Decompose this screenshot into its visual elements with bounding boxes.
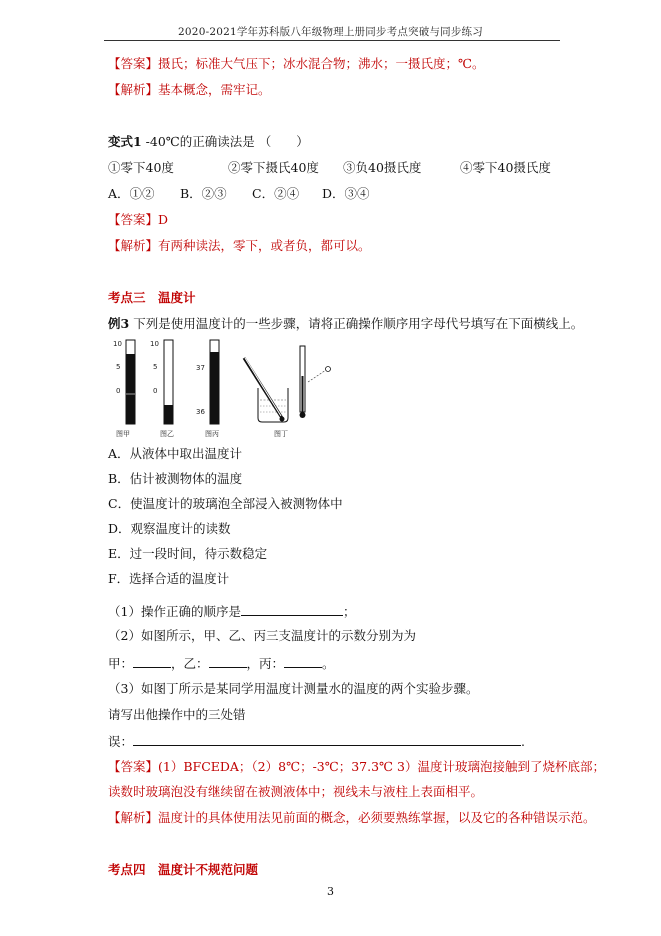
jia-tick-0: 0: [116, 387, 121, 395]
answer-blank-1[interactable]: [241, 603, 343, 616]
page-header: 2020-2021学年苏科版八年级物理上册同步考点突破与同步练习: [178, 26, 483, 38]
variant1-question: [108, 134, 309, 150]
step-f: F．选择合适的温度计: [108, 571, 230, 586]
blank-bing[interactable]: [284, 655, 322, 668]
question-2: （2）如图所示，甲、乙、丙三支温度计的示数分别为为: [108, 628, 416, 643]
variant1-analysis: 【解析】有两种读法，零下，或者负，都可以。: [108, 238, 371, 253]
thermometer-ding: [244, 346, 331, 438]
step-e: E．过一段时间，待示数稳定: [108, 546, 268, 561]
blank-jia[interactable]: [133, 655, 171, 668]
bing-tick-36: 36: [196, 408, 205, 416]
blank-yi[interactable]: [209, 655, 247, 668]
yi-tick-0: 0: [153, 387, 158, 395]
jia-liquid: [126, 354, 135, 424]
step-d: D．观察温度计的读数: [108, 521, 231, 536]
bing-liquid: [210, 352, 219, 424]
reading-3: ③负40摄氏度: [343, 160, 422, 175]
question-3-blank: 误： .: [108, 734, 525, 749]
thermometer-bing: [196, 340, 219, 438]
variant1-choices: [108, 186, 370, 202]
page-number: 3: [327, 885, 334, 898]
yi-tick-10: 10: [150, 340, 159, 348]
thermometer-yi: [150, 340, 174, 438]
reading-1: ①零下40度: [108, 160, 174, 175]
example3-label: 例3: [108, 316, 130, 331]
jia-tick-10: 10: [113, 340, 122, 348]
question-1: （1）操作正确的顺序是 ；: [108, 604, 356, 619]
step-a: A．从液体中取出温度计: [108, 446, 243, 461]
thermometer-jia: [113, 340, 135, 438]
step-b: B．估计被测物体的温度: [108, 471, 243, 486]
variant1-label: 变式1: [108, 134, 142, 149]
yi-tick-5: 5: [153, 363, 158, 371]
answer-blank-3[interactable]: [133, 733, 521, 746]
section4-title: 考点四 温度计不规范问题: [108, 862, 259, 877]
section3-title: 考点三 温度计: [108, 290, 196, 305]
choice-a: A．①②: [108, 186, 155, 201]
question-3: （3）如图丁所示是某同学用温度计测量水的温度的两个实验步骤。: [108, 681, 479, 696]
question-3-prompt: 请写出他操作中的三处错: [108, 707, 246, 722]
example3-question: [108, 316, 583, 332]
choice-d: D．③④: [322, 186, 370, 201]
ex2-answer: 【答案】摄氏；标准大气压下；冰水混合物；沸水；一摄氏度；℃。: [108, 56, 485, 71]
variant1-readings: [108, 160, 551, 176]
step-c: C．使温度计的玻璃泡全部浸入被测物体中: [108, 496, 343, 511]
jia-tick-5: 5: [116, 363, 121, 371]
bing-tick-37: 37: [196, 364, 205, 372]
example3-answer-line1: 【答案】(1）BFCEDA；（2）8℃；-3℃；37.3℃ 3）温度计玻璃泡接触到了烧杯底部；: [108, 759, 605, 774]
example3-analysis: 【解析】温度计的具体使用法见前面的概念，必须要熟练掌握，以及它的各种错误示范。: [108, 810, 596, 825]
choice-c: C．②④: [252, 186, 300, 201]
yi-caption: 图乙: [160, 430, 174, 438]
example3-question-text: 下列是使用温度计的一些步骤，请将正确操作顺序用字母代号填写在下面横线上。: [133, 316, 584, 331]
example3-answer-line2: 读数时玻璃泡没有继续留在被测液体中；视线未与液柱上表面相平。: [108, 784, 484, 799]
ding-caption: 图丁: [274, 430, 288, 438]
question-2-blanks: 甲： ，乙： ，丙： 。: [108, 656, 335, 671]
variant1-answer: 【答案】D: [108, 212, 169, 227]
thermometer-figure: [112, 336, 362, 440]
header-rule: [104, 40, 560, 41]
variant1-question-text: -40℃的正确读法是 （ ）: [141, 134, 309, 149]
reading-4: ④零下40摄氏度: [460, 160, 551, 175]
choice-b: B．②③: [180, 186, 227, 201]
jia-caption: 图甲: [116, 430, 130, 438]
yi-liquid: [164, 405, 173, 424]
ex2-analysis: 【解析】基本概念，需牢记。: [108, 82, 271, 97]
bing-caption: 图丙: [205, 430, 219, 438]
reading-2: ②零下摄氏40度: [228, 160, 319, 175]
